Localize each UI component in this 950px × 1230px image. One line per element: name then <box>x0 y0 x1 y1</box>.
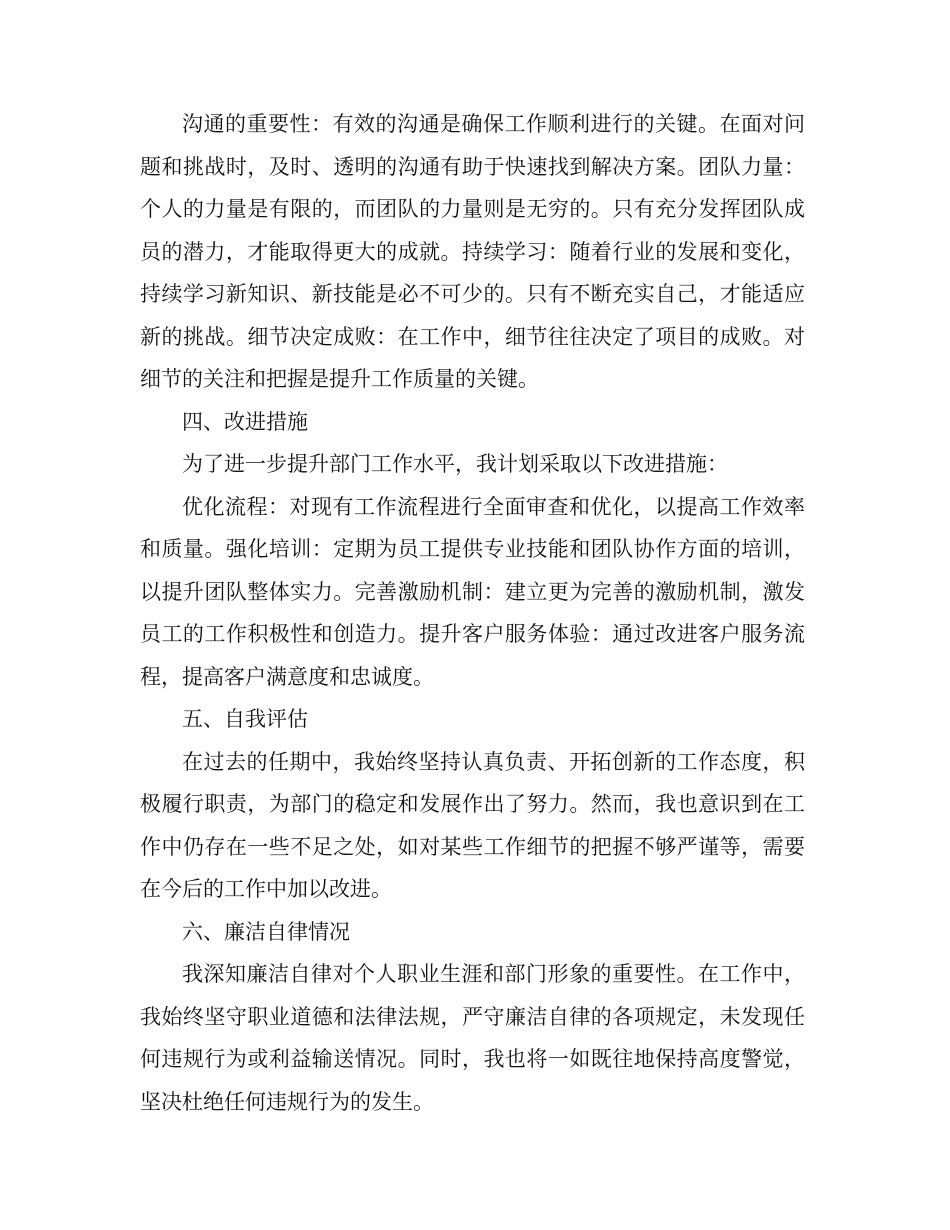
section-heading-improvement: 四、改进措施 <box>182 409 308 434</box>
paragraph-improvement-measures: 优化流程：对现有工作流程进行全面审查和优化，以提高工作效率和质量。强化培训：定期为员工提供专业技能和团队协作方面的培训，以提升团队整体实力。完善激励机制：建立更为完善的激励机制，激发员工的工作积极性和创造力。提升客户服务体验：通过改进客户服务流程，提高客户满意度和忠诚度。 <box>140 494 805 689</box>
document-page <box>140 103 805 1123</box>
section-heading-integrity: 六、廉洁自律情况 <box>182 919 350 944</box>
paragraph-lessons: 沟通的重要性：有效的沟通是确保工作顺利进行的关键。在面对问题和挑战时，及时、透明的沟通有助于快速找到解决方案。团队力量：个人的力量是有限的，而团队的力量则是无穷的。只有充分发挥团队成员的潜力，才能取得更大的成就。持续学习：随着行业的发展和变化，持续学习新知识、新技能是必不可少的。只有不断充实自己，才能适应新的挑战。细节决定成败：在工作中，细节往往决定了项目的成败。对细节的关注和把握是提升工作质量的关键。 <box>140 112 805 391</box>
paragraph-integrity: 我深知廉洁自律对个人职业生涯和部门形象的重要性。在工作中，我始终坚守职业道德和法律法规，严守廉洁自律的各项规定，未发现任何违规行为或利益输送情况。同时，我也将一如既往地保持高度警觉，坚决杜绝任何违规行为的发生。 <box>140 962 805 1114</box>
paragraph-improvement-intro: 为了进一步提升部门工作水平，我计划采取以下改进措施： <box>182 452 728 476</box>
paragraph-self-assessment: 在过去的任期中，我始终坚持认真负责、开拓创新的工作态度，积极履行职责，为部门的稳定和发展作出了努力。然而，我也意识到在工作中仍存在一些不足之处，如对某些工作细节的把握不够严谨等，需要在今后的工作中加以改进。 <box>140 749 805 901</box>
section-heading-self-assessment: 五、自我评估 <box>182 707 308 731</box>
